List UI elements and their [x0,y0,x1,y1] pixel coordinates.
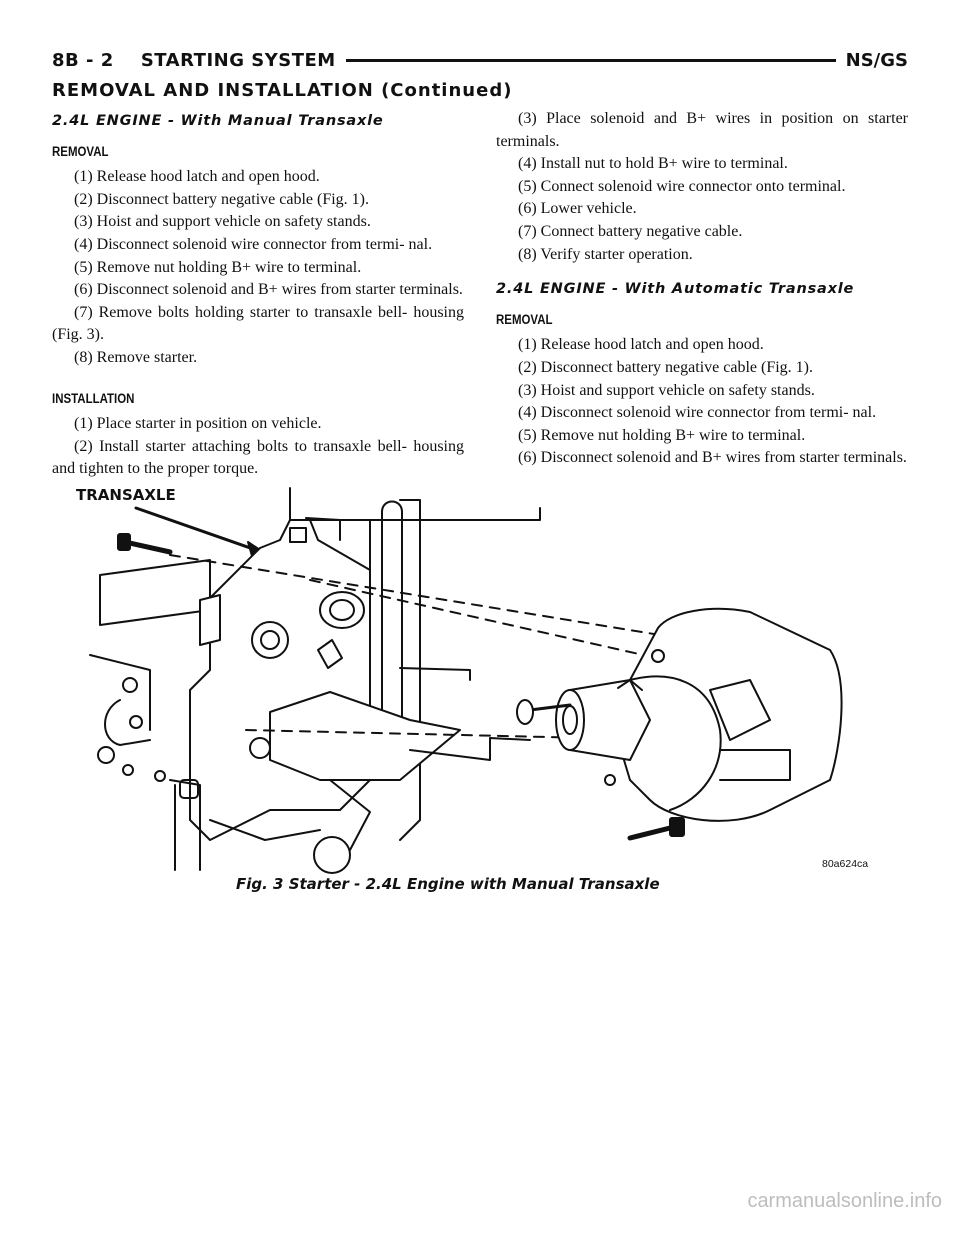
removal-heading: REMOVAL [52,143,109,159]
right-column [496,108,908,470]
step: (6) Disconnect solenoid and B+ wires from starter terminals. [74,281,463,299]
step: (8) Remove starter. [74,348,198,366]
step: (2) Install starter attaching bolts to transaxle bell- housing and tighten to the proper torque. [52,437,464,478]
header-section-label: 8B - 2 STARTING SYSTEM [52,49,336,71]
header-rule [346,59,836,62]
figure-id: 80a624ca [822,858,869,870]
step: (7) Connect battery negative cable. [518,222,743,240]
step: (5) Remove nut holding B+ wire to terminal. [518,426,806,444]
left-column [52,108,464,481]
step: (5) Remove nut holding B+ wire to terminal. [74,258,362,276]
section-title-automatic: 2.4L ENGINE - With Automatic Transaxle [496,281,855,298]
step: (8) Verify starter operation. [518,245,693,263]
step: (4) Disconnect solenoid wire connector from termi- nal. [518,404,877,422]
step: (4) Install nut to hold B+ wire to terminal. [518,155,788,173]
step: (2) Disconnect battery negative cable (Fig. 1). [74,190,369,208]
step: (2) Disconnect battery negative cable (Fig. 1). [518,358,813,376]
running-title: REMOVAL AND INSTALLATION (Continued) [52,80,513,101]
section-title-manual: 2.4L ENGINE - With Manual Transaxle [52,113,384,129]
step: (7) Remove bolts holding starter to transaxle bell- housing (Fig. 3). [52,303,464,344]
step: (1) Release hood latch and open hood. [74,168,320,186]
figure-caption: Fig. 3 Starter - 2.4L Engine with Manual Transaxle [236,875,660,893]
removal-heading: REMOVAL [496,311,553,327]
installation-heading: INSTALLATION [52,390,135,406]
step: (6) Disconnect solenoid and B+ wires from starter terminals. [518,449,907,467]
page-header [52,42,908,78]
step: (1) Release hood latch and open hood. [518,336,764,354]
step: (6) Lower vehicle. [518,200,637,218]
header-model-code: NS/GS [845,49,908,71]
starter-illustration [70,480,890,880]
transaxle-callout: TRANSAXLE [76,486,176,504]
step: (3) Place solenoid and B+ wires in position on starter terminals. [496,110,908,150]
step: (3) Hoist and support vehicle on safety stands. [74,213,371,231]
step: (1) Place starter in position on vehicle. [74,415,322,433]
step: (4) Disconnect solenoid wire connector from termi- nal. [74,235,433,253]
step: (5) Connect solenoid wire connector onto terminal. [518,177,846,195]
watermark: carmanualsonline.info [747,1190,942,1212]
step: (3) Hoist and support vehicle on safety stands. [518,381,815,399]
